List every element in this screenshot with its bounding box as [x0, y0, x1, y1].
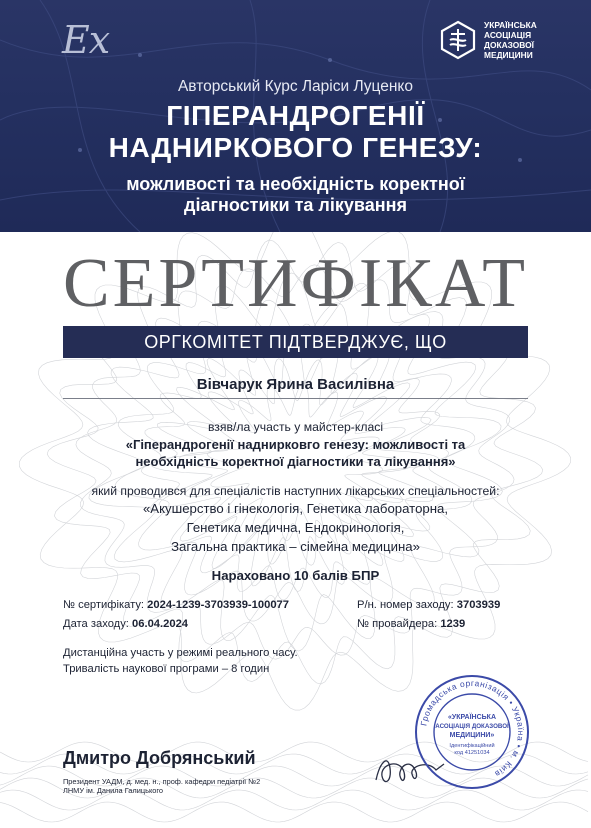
specialties-line3: Загальна практика – сімейна медицина»	[171, 539, 420, 554]
ex-logo: Ex	[62, 18, 110, 62]
course-title-line2: НАДНИРКОВОГО ГЕНЕЗУ:	[108, 132, 483, 163]
association-name-line: МЕДИЦИНИ	[484, 50, 533, 60]
certificate-number-value: 2024-1239-3703939-100077	[147, 599, 289, 611]
event-date-label: Дата заходу:	[63, 618, 129, 630]
points-text: Нараховано 10 балів БПР	[211, 568, 380, 583]
event-number	[357, 599, 500, 611]
provider-number-value: 1239	[440, 618, 466, 630]
specialists-text: який проводився для спеціалістів наступних лікарських спеціальностей:	[91, 484, 500, 498]
association-name-line: ДОКАЗОВОЇ	[484, 40, 534, 50]
certificate-heading: СЕРТИФІКАТ	[62, 245, 528, 322]
course-subtitle-line2: діагностики та лікування	[184, 195, 407, 215]
association-name	[484, 20, 564, 60]
association-stamp	[412, 672, 532, 792]
association-name-line: АСОЦІАЦІЯ	[484, 30, 532, 40]
stamp-inner-line1: «УКРАЇНСЬКА	[447, 714, 497, 721]
course-title-line1: ГІПЕРАНДРОГЕНІЇ	[166, 100, 425, 131]
provider-number-label: № провайдера:	[357, 618, 438, 630]
specialties-line2: Генетика медична, Ендокринологія,	[186, 520, 405, 535]
signer-description	[63, 777, 283, 795]
specialties-line1: «Акушерство і гінекологія, Генетика лабораторна,	[142, 501, 449, 516]
signer-name: Дмитро Добрянський	[63, 748, 256, 768]
course-subtitle-line1: можливості та необхідність коректної	[126, 174, 465, 194]
signer-description-line1: Президент УАДМ, д. мед. н., проф. кафедри педіатрії №2	[63, 777, 261, 786]
stamp-inner-line2: АСОЦІАЦІЯ ДОКАЗОВОЇ	[435, 723, 509, 730]
duration-note: Тривалість наукової програми – 8 годин	[63, 663, 270, 675]
course-name-line2: необхідність коректної діагностики та лікування»	[135, 454, 456, 469]
header-banner	[0, 0, 591, 232]
stamp-code-value: код 41251034	[454, 750, 490, 756]
name-underline	[63, 398, 528, 399]
uadm-logo-icon	[438, 20, 478, 60]
remote-note: Дистанційна участь у режимі реального часу.	[63, 647, 298, 659]
confirm-bar: ОРГКОМІТЕТ ПІДТВЕРДЖУЄ, ЩО	[63, 326, 528, 358]
event-date	[63, 618, 188, 630]
participant-name: Вівчарук Ярина Василівна	[196, 376, 395, 393]
certificate-number	[63, 599, 289, 611]
provider-number	[357, 618, 465, 630]
event-number-value: 3703939	[456, 599, 501, 611]
stamp-code-label: Ідентифікаційний	[449, 743, 495, 749]
stamp-outer-text: Громадська організація • Україна • м. Київ	[418, 677, 527, 780]
event-date-value: 06.04.2024	[132, 618, 189, 630]
course-name-line1: «Гіперандрогенії наднирковго генезу: можливості та	[125, 437, 466, 452]
course-title	[0, 100, 591, 164]
signer-description-line2: ЛНМУ ім. Данила Галицького	[63, 786, 164, 795]
stamp-inner-line3: МЕДИЦИНИ»	[449, 732, 495, 739]
event-number-label: Р/н. номер заходу:	[357, 599, 454, 611]
association-name-line: УКРАЇНСЬКА	[484, 20, 537, 30]
author-course: Авторський Курс Ларіси Луценко	[177, 78, 414, 95]
course-subtitle	[0, 174, 591, 216]
participation-text: взяв/ла участь у майстер-класі	[207, 420, 384, 434]
certificate-number-label: № сертифікату:	[63, 599, 145, 611]
